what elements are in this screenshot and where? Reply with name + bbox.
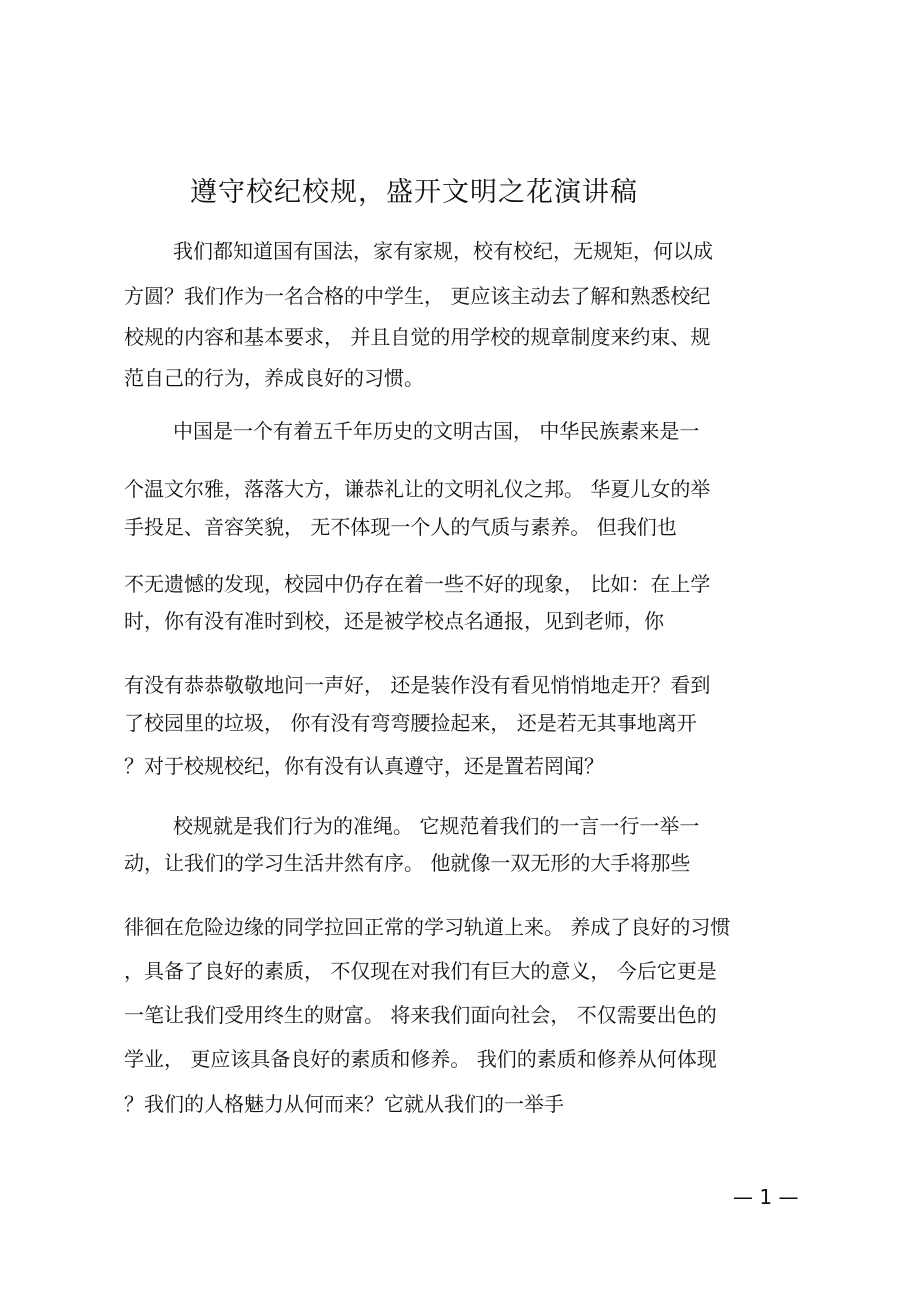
paragraph-line: 有没有恭恭敬敬地问一声好， 还是装作没有看见悄悄地走开？看到 xyxy=(124,673,711,697)
paragraph-line: ？我们的人格魅力从何而来？它就从我们的一举手 xyxy=(124,1092,564,1116)
paragraph-line: 学业， 更应该具备良好的素质和修养。 我们的素质和修养从何体现 xyxy=(124,1047,717,1071)
paragraph-line: 我们都知道国有国法，家有家规，校有校纪，无规矩，何以成 xyxy=(173,239,713,263)
paragraph-line: 中国是一个有着五千年历史的文明古国， 中华民族素来是一 xyxy=(173,419,700,443)
paragraph-line: 不无遗憾的发现，校园中仍存在着一些不好的现象， 比如：在上学 xyxy=(124,572,711,596)
paragraph-line: 动，让我们的学习生活井然有序。 他就像一双无形的大手将那些 xyxy=(124,851,691,875)
paragraph-line: 校规就是我们行为的准绳。 它规范着我们的一言一行一举一 xyxy=(173,814,700,838)
paragraph-line: 一笔让我们受用终生的财富。 将来我们面向社会， 不仅需要出色的 xyxy=(124,1003,717,1027)
paragraph-line: ，具备了良好的素质， 不仅现在对我们有巨大的意义， 今后它更是 xyxy=(124,959,717,983)
paragraph-line: 徘徊在危险边缘的同学拉回正常的学习轨道上来。 养成了良好的习惯 xyxy=(124,915,731,939)
paragraph-line: 个温文尔雅，落落大方，谦恭礼让的文明礼仪之邦。 华夏儿女的举 xyxy=(124,477,711,501)
paragraph-line: 范自己的行为，养成良好的习惯。 xyxy=(124,366,424,390)
paragraph-line: ？对于校规校纪，你有没有认真遵守，还是置若罔闻？ xyxy=(124,754,604,778)
document-title: 遵守校纪校规，盛开文明之花演讲稿 xyxy=(190,177,638,208)
page-number: — 1 — xyxy=(733,1185,799,1209)
paragraph-line: 了校园里的垃圾， 你有没有弯弯腰捡起来， 还是若无其事地离开 xyxy=(124,711,697,735)
paragraph-line: 方圆？我们作为一名合格的中学生， 更应该主动去了解和熟悉校纪 xyxy=(124,284,711,308)
paragraph-line: 校规的内容和基本要求， 并且自觉的用学校的规章制度来约束、规 xyxy=(124,325,711,349)
paragraph-line: 手投足、音容笑貌， 无不体现一个人的气质与素养。 但我们也 xyxy=(124,515,677,539)
paragraph-line: 时，你有没有准时到校，还是被学校点名通报，见到老师，你 xyxy=(124,609,664,633)
